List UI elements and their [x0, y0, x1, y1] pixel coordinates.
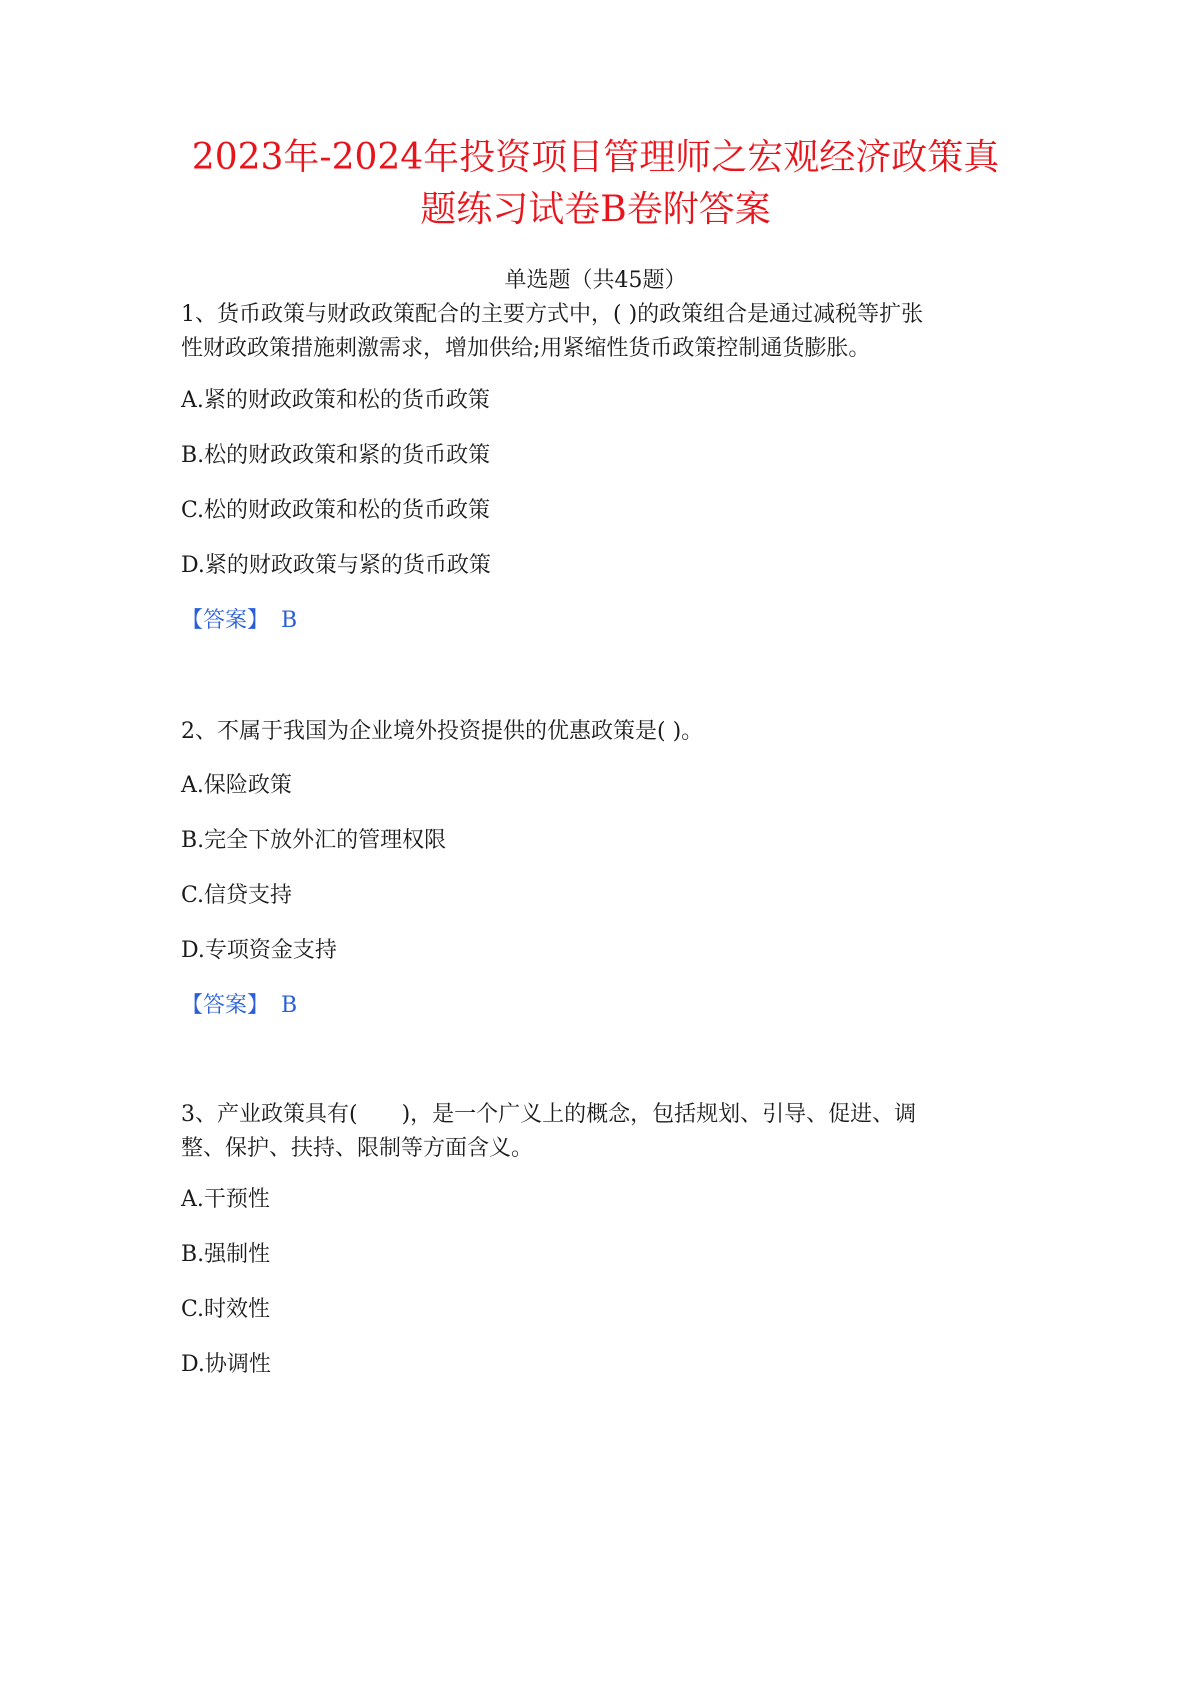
document-title-line2: 题练习试卷B卷附答案 [420, 189, 771, 230]
question-2-option-a: A.保险政策 [181, 773, 292, 798]
question-3-option-d: D.协调性 [181, 1352, 271, 1377]
question-3-stem-line2: 整、保护、扶持、限制等方面含义。 [181, 1136, 534, 1161]
question-1-option-b: B.松的财政政策和紧的货币政策 [181, 443, 491, 468]
question-1-stem-line1: 1、货币政策与财政政策配合的主要方式中，( )的政策组合是通过减税等扩张 [181, 302, 924, 327]
question-1-option-d: D.紧的财政政策与紧的货币政策 [181, 553, 491, 578]
question-1-stem-line2: 性财政政策措施刺激需求，增加供给;用紧缩性货币政策控制通货膨胀。 [181, 336, 871, 361]
question-1-option-a: A.紧的财政政策和松的货币政策 [181, 388, 490, 413]
question-2-option-d: D.专项资金支持 [181, 938, 337, 963]
answer-value: B [281, 993, 298, 1018]
document-title-line1: 2023年-2024年投资项目管理师之宏观经济政策真 [191, 137, 1000, 178]
question-1-option-c: C.松的财政政策和松的货币政策 [181, 498, 491, 523]
section-heading: 单选题（共45题） [504, 268, 687, 293]
question-1-answer [181, 605, 297, 637]
question-2-answer [181, 990, 297, 1022]
question-2-option-c: C.信贷支持 [181, 883, 293, 908]
answer-tag: 【答案】 [181, 993, 270, 1018]
answer-value: B [281, 608, 298, 633]
question-3-stem-line1: 3、产业政策具有( )，是一个广义上的概念，包括规划、引导、促进、调 [181, 1102, 917, 1127]
question-3-option-c: C.时效性 [181, 1297, 271, 1322]
answer-tag: 【答案】 [181, 608, 270, 633]
question-3-option-b: B.强制性 [181, 1242, 271, 1267]
question-2-option-b: B.完全下放外汇的管理权限 [181, 828, 447, 853]
question-2-stem-line1: 2、不属于我国为企业境外投资提供的优惠政策是( )。 [181, 719, 704, 744]
question-3-option-a: A.干预性 [181, 1187, 270, 1212]
